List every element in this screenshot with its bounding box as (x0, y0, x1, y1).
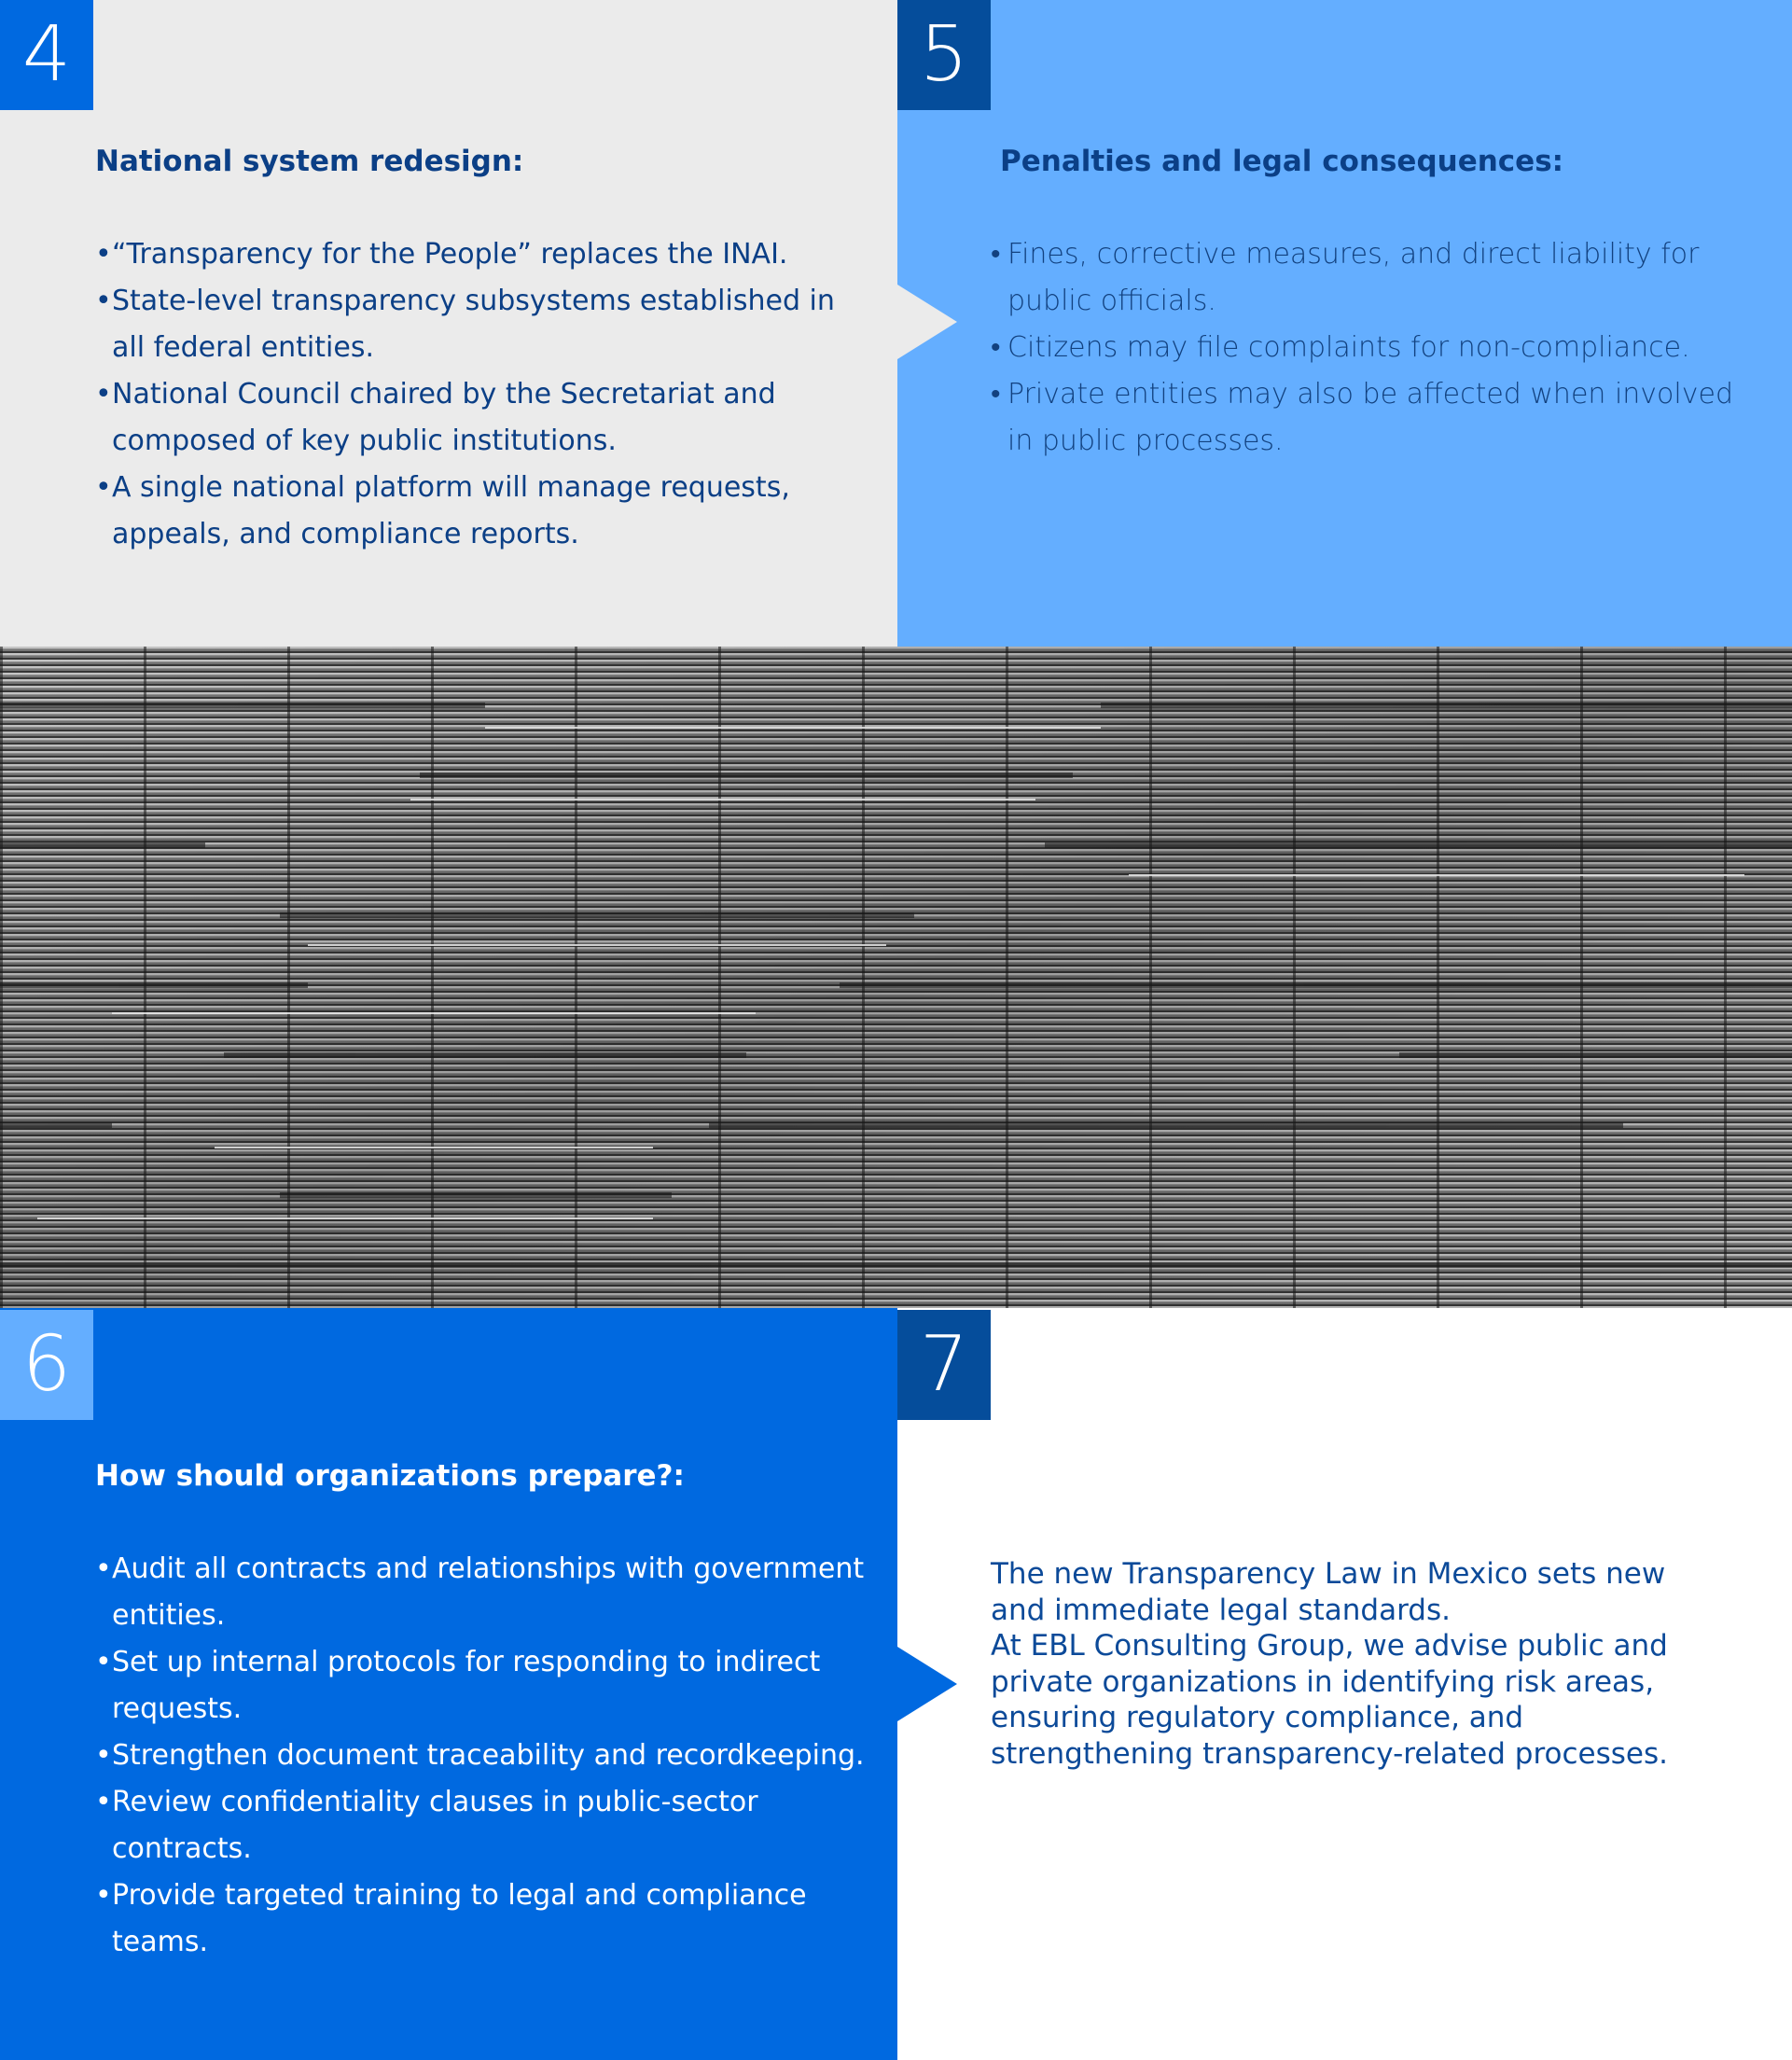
list-item: • Set up internal protocols for responding to indirect requests. (95, 1639, 869, 1733)
pointer-arrow (897, 285, 957, 359)
section-title: How should organizations prepare?: (95, 1459, 685, 1493)
list-item: • Citizens may file complaints for non-compliance. (991, 325, 1737, 371)
section-4-panel (0, 0, 897, 647)
bullet-list (95, 231, 841, 558)
list-item: • Provide targeted training to legal and compliance teams. (95, 1872, 869, 1966)
list-item: • Strengthen document traceability and recordkeeping. (95, 1733, 869, 1779)
list-item: • Audit all contracts and relationships with government entities. (95, 1546, 869, 1639)
section-number: 7 (897, 1310, 991, 1420)
pointer-arrow (897, 1647, 957, 1721)
list-item: • “Transparency for the People” replaces the INAI. (95, 231, 841, 278)
section-7-panel (897, 1308, 1792, 2060)
list-item: • State-level transparency subsystems established in all federal entities. (95, 278, 841, 371)
list-item: • Private entities may also be affected when involved in public processes. (991, 371, 1737, 465)
facade-louvers-image (0, 647, 1792, 1308)
list-item: • National Council chaired by the Secretariat and composed of key public institutions. (95, 371, 841, 465)
section-number: 4 (0, 0, 93, 110)
section-5-panel (897, 0, 1792, 647)
building-facade-photo (0, 647, 1792, 1308)
bullet-list (95, 1546, 869, 1966)
section-6-panel (0, 1308, 897, 2060)
section-title: National system redesign: (95, 145, 524, 178)
list-item: • A single national platform will manage requests, appeals, and compliance reports. (95, 465, 841, 558)
conclusion-paragraph: The new Transparency Law in Mexico sets new and immediate legal standards. At EBL Consulting Group, we advise public and private organizations in identifying risk areas, ensuring regulatory compliance, and strengthening transparency-related processes. (991, 1557, 1668, 1771)
list-item: • Fines, corrective measures, and direct liability for public officials. (991, 231, 1737, 325)
bullet-list (991, 231, 1737, 465)
list-item: • Review confidentiality clauses in public-sector contracts. (95, 1779, 869, 1872)
section-number: 6 (0, 1310, 93, 1420)
section-title: Penalties and legal consequences: (1000, 145, 1564, 178)
section-number: 5 (897, 0, 991, 110)
